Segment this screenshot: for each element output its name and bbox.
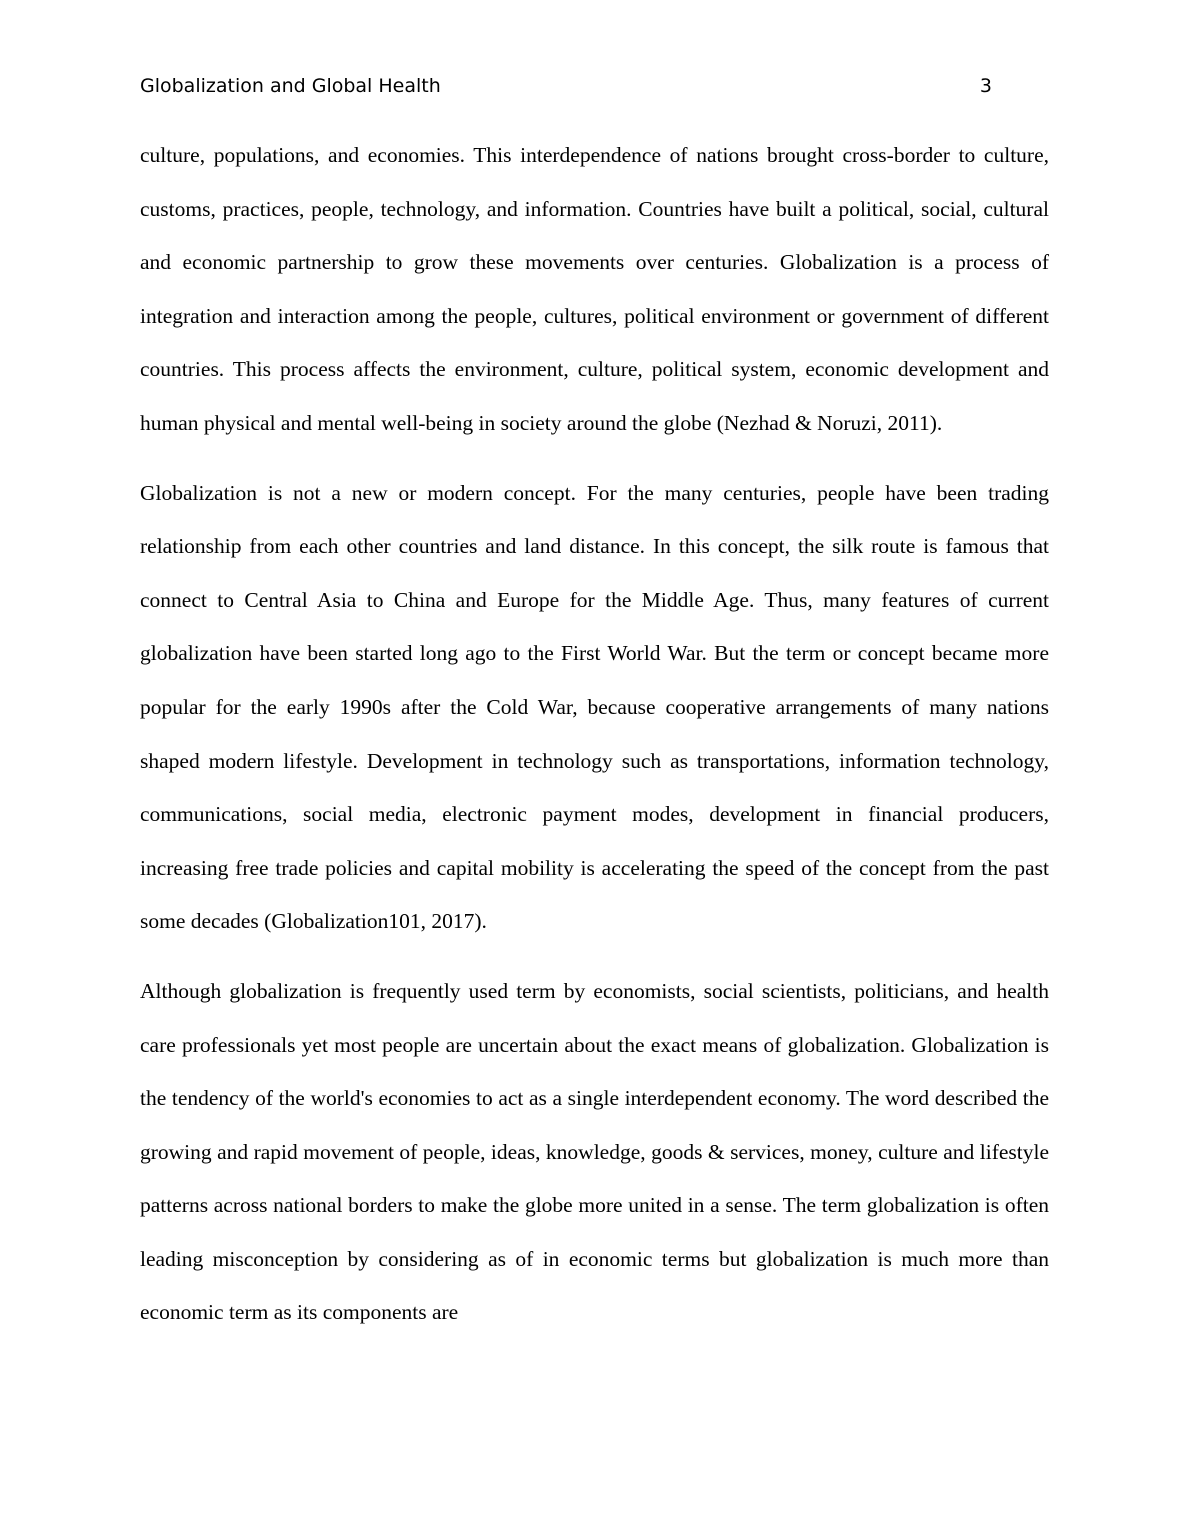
paragraph-3: Although globalization is frequently used term by economists, social scientists, politicians, and health care professionals yet most people are uncertain about the exact means of globalization. Globalization is the tendency of the world's economies to act as a single interdependent economy. The word described the growing and rapid movement of people, ideas, knowledge, goods & services, money, culture and lifestyle patterns across national borders to make the globe more united in a sense. The term globalization is often leading misconception by considering as of in economic terms but globalization is much more than economic term as its components are (140, 978, 1049, 1325)
page-number: 3 (979, 75, 992, 97)
paragraph-2: Globalization is not a new or modern concept. For the many centuries, people have been trading relationship from each other countries and land distance. In this concept, the silk route is famous that connect to Central Asia to China and Europe for the Middle Age. Thus, many features of current globalization have been started long ago to the First World War. But the term or concept became more popular for the early 1990s after the Cold War, because cooperative arrangements of many nations shaped modern lifestyle. Development in technology such as transportations, information technology, communications, social media, electronic payment modes, development in financial producers, increasing free trade policies and capital mobility is accelerating the speed of the concept from the past some decades (Globalization101, 2017). (140, 480, 1049, 934)
header-title: Globalization and Global Health (140, 75, 441, 97)
body-text (140, 129, 1049, 1340)
running-header (140, 72, 992, 100)
paragraph-1: culture, populations, and economies. This interdependence of nations brought cross-border to culture, customs, practices, people, technology, and information. Countries have built a political, social, cultural and economic partnership to grow these movements over centuries. Globalization is a process of integration and interaction among the people, cultures, political environment or government of different countries. This process affects the environment, culture, political system, economic development and human physical and mental well-being in society around the globe (Nezhad & Noruzi, 2011). (140, 143, 1049, 435)
